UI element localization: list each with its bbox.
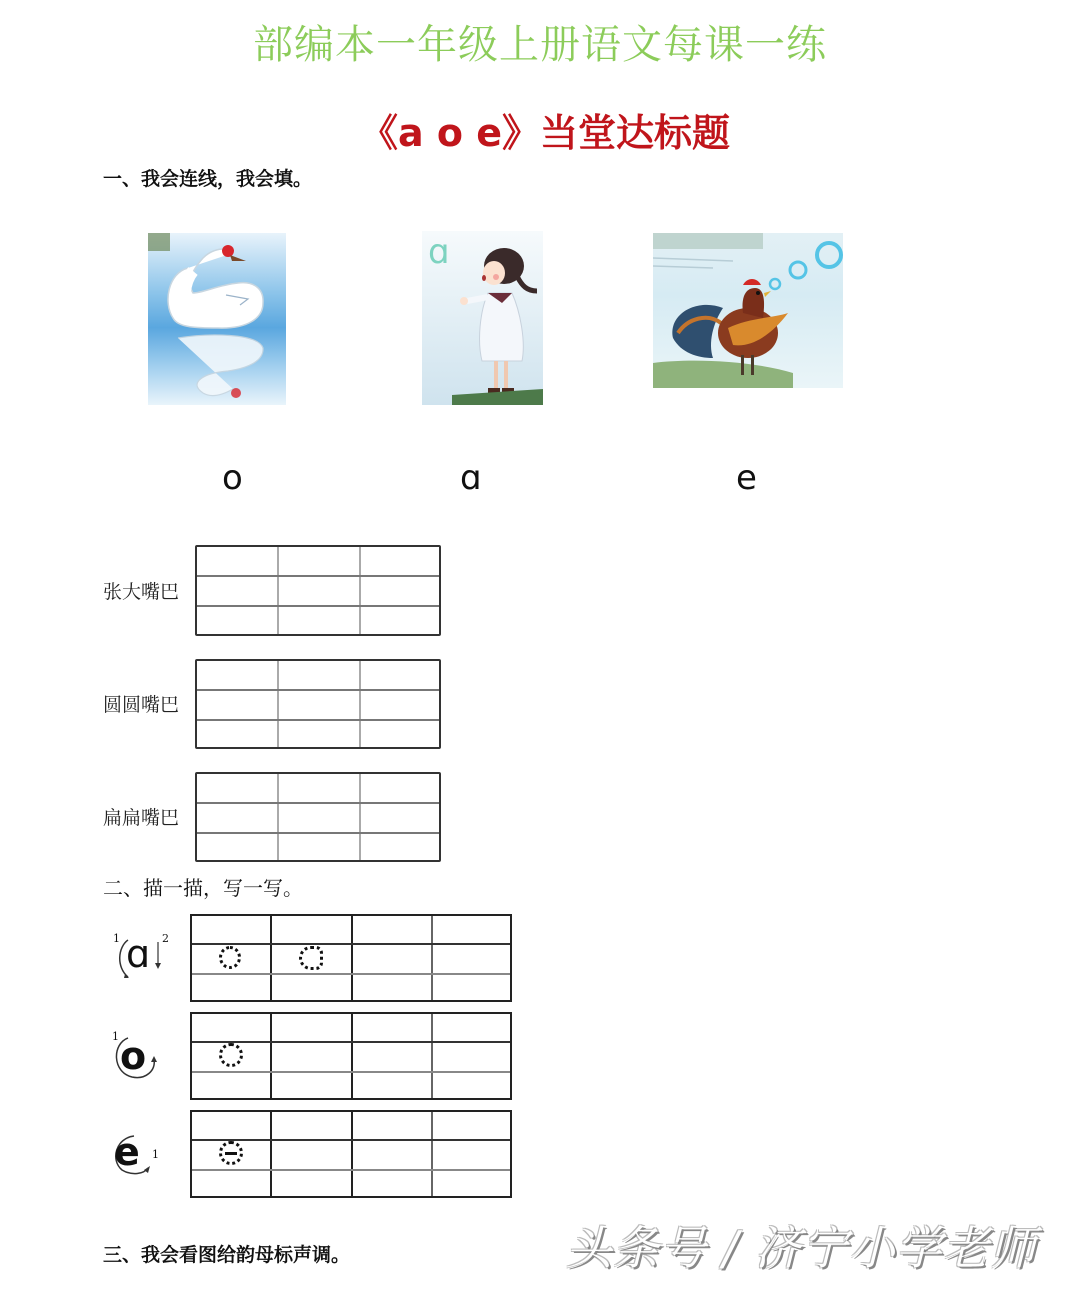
- rooster-picture: [653, 233, 843, 388]
- grid-divider: [431, 1014, 433, 1098]
- grid-divider: [431, 1112, 433, 1196]
- writing-grid-round[interactable]: [195, 659, 441, 749]
- girl-illustration-icon: [422, 231, 543, 405]
- grid-divider: [197, 575, 439, 577]
- grid-divider: [359, 774, 361, 860]
- stroke-number: 1: [112, 1030, 119, 1043]
- grid-divider: [192, 1071, 510, 1073]
- grid-divider: [197, 689, 439, 691]
- section-1-heading: 一、我会连线，我会填。: [103, 168, 313, 190]
- grid-divider: [270, 1014, 272, 1098]
- letter-e: e: [736, 458, 757, 498]
- stroke-order-a-icon: [110, 932, 175, 982]
- grid-divider: [359, 547, 361, 634]
- svg-text:ɑ: ɑ: [428, 232, 450, 272]
- page-title: 部编本一年级上册语文每课一练: [253, 22, 827, 68]
- swan-illustration-icon: [148, 233, 286, 405]
- grid-divider: [277, 661, 279, 747]
- traced-letter-o: [219, 1043, 243, 1067]
- section-2-heading: 二、描一描，写一写。: [103, 876, 303, 900]
- page-subtitle: 《a o e》当堂达标题: [360, 111, 730, 155]
- grid-divider: [192, 973, 510, 975]
- grid-divider: [192, 1139, 510, 1141]
- grid-divider: [197, 605, 439, 607]
- girl-picture: [422, 231, 543, 405]
- stroke-order-e-icon: [108, 1130, 173, 1180]
- stroke-number: 1: [113, 932, 120, 945]
- letter-glyph: o: [120, 1034, 147, 1078]
- traced-letter-e-bar: [225, 1152, 237, 1155]
- writing-grid-wide[interactable]: [195, 545, 441, 636]
- stroke-number: 2: [162, 932, 169, 945]
- section-3-heading: 三、我会看图给韵母标声调。: [103, 1244, 351, 1266]
- tracing-grid-a[interactable]: [190, 914, 512, 1002]
- stroke-number: 1: [152, 1148, 159, 1161]
- grid-divider: [270, 1112, 272, 1196]
- grid-divider: [351, 1112, 353, 1196]
- letter-glyph: e: [114, 1130, 140, 1174]
- mouth-label-flat: 扁扁嘴巴: [103, 807, 180, 829]
- grid-divider: [351, 916, 353, 1000]
- grid-divider: [270, 916, 272, 1000]
- traced-letter-a: [219, 946, 241, 969]
- grid-divider: [277, 774, 279, 860]
- letter-o: o: [222, 458, 243, 498]
- grid-divider: [192, 1169, 510, 1171]
- grid-divider: [197, 802, 439, 804]
- tracing-grid-o[interactable]: [190, 1012, 512, 1100]
- traced-letter-a: [299, 946, 323, 970]
- writing-grid-flat[interactable]: [195, 772, 441, 862]
- tracing-grid-e[interactable]: [190, 1110, 512, 1198]
- mouth-label-round: 圆圆嘴巴: [103, 694, 180, 716]
- grid-divider: [431, 916, 433, 1000]
- grid-divider: [192, 943, 510, 945]
- grid-divider: [197, 719, 439, 721]
- grid-divider: [359, 661, 361, 747]
- swan-picture: [148, 233, 286, 405]
- rooster-illustration-icon: [653, 233, 843, 388]
- grid-divider: [192, 1041, 510, 1043]
- stroke-order-o-icon: [108, 1030, 173, 1085]
- grid-divider: [277, 547, 279, 634]
- grid-divider: [197, 832, 439, 834]
- mouth-label-wide: 张大嘴巴: [103, 581, 180, 603]
- watermark: 头条号 / 济宁小学老师: [566, 1221, 1037, 1275]
- grid-divider: [351, 1014, 353, 1098]
- letter-a: ɑ: [460, 458, 482, 498]
- letter-glyph: ɑ: [126, 932, 151, 976]
